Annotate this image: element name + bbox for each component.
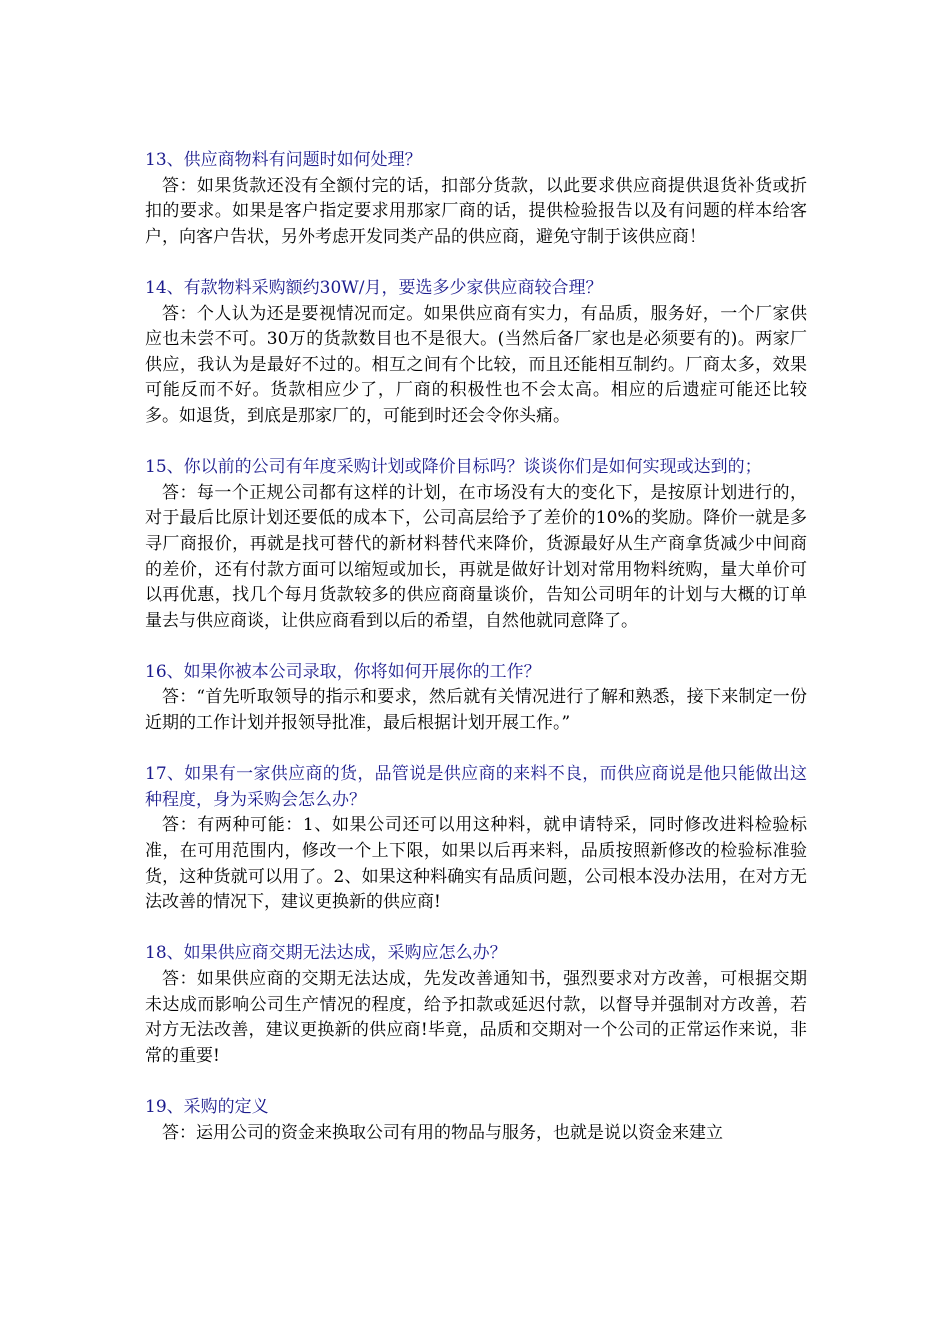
- answer-paragraph: 答：运用公司的资金来换取公司有用的物品与服务，也就是说以资金来建立: [162, 1122, 723, 1143]
- qa-item-17: [145, 762, 807, 916]
- question-heading: 16、如果你被本公司录取，你将如何开展你的工作？: [145, 661, 541, 682]
- document-page: [145, 148, 807, 1172]
- answer-paragraph: 答：每一个正规公司都有这样的计划，在市场没有大的变化下，是按原计划进行的，对于最后比原计划还要低的成本下，公司高层给予了差价的10%的奖励。降价一就是多寻厂商报价，再就是找可替代的新材料替代来降价，货源最好从生产商拿货减少中间商的差价，还有付款方面可以缩短或加长，再就是做好计划对常用物料统购，量大单价可以再优惠，找几个每月货款较多的供应商商量谈价，告知公司明年的计划与大概的订单量去与供应商谈，让供应商看到以后的希望，自然他就同意降了。: [145, 482, 807, 631]
- qa-item-18: [145, 941, 807, 1069]
- answer-paragraph: 答：如果供应商的交期无法达成，先发改善通知书，强烈要求对方改善，可根据交期未达成而影响公司生产情况的程度，给予扣款或延迟付款，以督导并强制对方改善，若对方无法改善，建议更换新的供应商!毕竟，品质和交期对一个公司的正常运作来说，非常的重要!: [145, 969, 807, 1066]
- answer-paragraph: 答：有两种可能：1、如果公司还可以用这种料，就申请特采，同时修改进料检验标准，在可用范围内，修改一个上下限，如果以后再来料，品质按照新修改的检验标准验货，这种货就可以用了。2、如果这种料确实有品质问题，公司根本没办法用，在对方无法改善的情况下，建议更换新的供应商!: [145, 815, 807, 913]
- question-heading: 13、供应商物料有问题时如何处理？: [145, 150, 422, 170]
- question-heading: 14、有款物料采购额约30W/月，要选多少家供应商较合理？: [145, 277, 603, 298]
- question-heading: 19、采购的定义: [145, 1096, 269, 1117]
- answer-paragraph: 答：如果货款还没有全额付完的话，扣部分货款，以此要求供应商提供退货补货或折扣的要求。如果是客户指定要求用那家厂商的话，提供检验报告以及有问题的样本给客户，向客户告状，另外考虑开发同类产品的供应商，避免守制于该供应商！: [145, 175, 807, 247]
- qa-item-15: [145, 455, 807, 634]
- question-heading: 15、你以前的公司有年度采购计划或降价目标吗？谈谈你们是如何实现或达到的；: [145, 457, 762, 478]
- answer-paragraph: 答：“首先听取领导的指示和要求，然后就有关情况进行了解和熟悉，接下来制定一份近期的工作计划并报领导批准，最后根据计划开展工作。”: [145, 687, 807, 734]
- qa-item-19: [145, 1095, 807, 1146]
- qa-item-16: [145, 660, 807, 737]
- answer-paragraph: 答：个人认为还是要视情况而定。如果供应商有实力，有品质，服务好，一个厂家供应也未尝不可。30万的货款数目也不是很大。(当然后备厂家也是必须要有的)。两家厂供应，我认为是最好不过的。相互之间有个比较，而且还能相互制约。厂商太多，效果可能反而不好。货款相应少了，厂商的积极性也不会太高。相应的后遗症可能还比较多。如退货，到底是那家厂的，可能到时还会令你头痛。: [145, 303, 807, 426]
- qa-item-14: [145, 276, 807, 430]
- question-heading: 17、如果有一家供应商的货，品管说是供应商的来料不良，而供应商说是他只能做出这种程度，身为采购会怎么办？: [145, 764, 807, 810]
- qa-item-13: [145, 148, 807, 250]
- question-heading: 18、如果供应商交期无法达成，采购应怎么办？: [145, 943, 507, 964]
